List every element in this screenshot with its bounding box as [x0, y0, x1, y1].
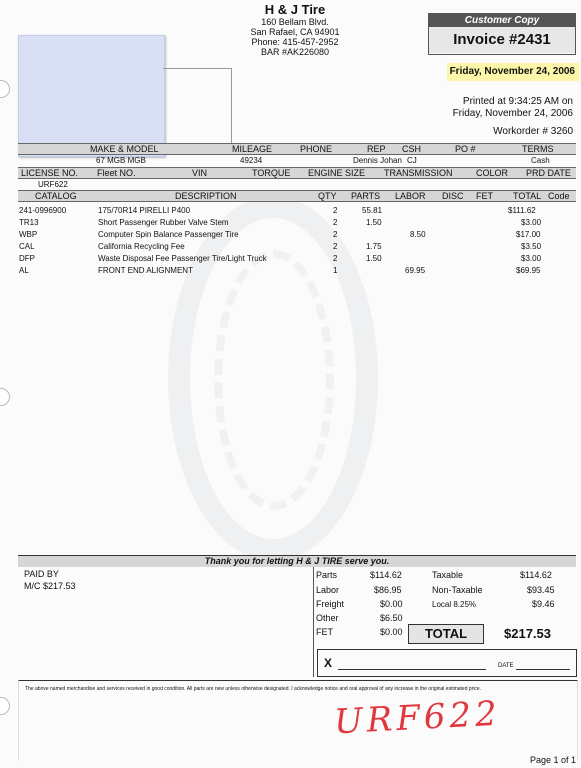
item-catalog: AL [19, 266, 29, 275]
vehicle-csh: CJ [407, 156, 417, 165]
header-labor: LABOR [395, 191, 426, 201]
header-transmission: TRANSMISSION [384, 168, 453, 178]
item-total: $69.95 [516, 266, 541, 275]
taxable-label: Taxable [432, 570, 464, 580]
sticky-note-redaction [18, 35, 165, 157]
labor-label: Labor [316, 585, 340, 595]
header-prd-date: PRD DATE [526, 168, 571, 178]
header-fet: FET [476, 191, 493, 201]
taxable-total: $114.62 [520, 570, 552, 580]
shop-header [215, 2, 375, 57]
header-disc: DISC [442, 191, 464, 201]
invoice-box [428, 13, 576, 55]
binder-hole [0, 697, 10, 715]
item-catalog: DFP [19, 254, 35, 263]
item-description: 175/70R14 PIRELLI P400 [98, 206, 191, 215]
header-torque: TORQUE [252, 168, 291, 178]
parts-total: $114.62 [370, 570, 402, 580]
header-make-model: MAKE & MODEL [90, 144, 159, 154]
labor-total: $86.95 [374, 585, 402, 595]
fet-total: $0.00 [380, 627, 403, 637]
invoice-date: Friday, November 24, 2006 [447, 63, 579, 81]
signature-box[interactable] [317, 649, 577, 677]
shop-bar-number: BAR #AK226080 [260, 47, 330, 57]
nontaxable-total: $93.45 [527, 585, 555, 595]
other-label: Other [316, 613, 339, 623]
item-catalog: CAL [19, 242, 35, 251]
local-tax-total: $9.46 [532, 599, 555, 609]
freight-total: $0.00 [380, 599, 403, 609]
nontaxable-label: Non-Taxable [432, 585, 483, 595]
payment-section [18, 567, 314, 677]
item-catalog: WBP [19, 230, 38, 239]
grand-total: $217.53 [504, 626, 551, 641]
other-total: $6.50 [380, 613, 403, 623]
header-code: Code [548, 191, 570, 201]
header-mileage: MILEAGE [232, 144, 273, 154]
header-csh: CSH [402, 144, 422, 154]
page-number: Page 1 of 1 [530, 755, 577, 765]
item-description: California Recycling Fee [98, 242, 185, 251]
binder-hole [0, 388, 10, 406]
item-labor: 69.95 [405, 266, 426, 275]
customer-copy-label: Customer Copy [429, 14, 575, 27]
item-total: $17.00 [516, 230, 541, 239]
total-label: TOTAL [408, 624, 484, 644]
header-parts: PARTS [351, 191, 381, 201]
table-row [0, 230, 581, 241]
header-vin: VIN [192, 168, 208, 178]
item-parts: 1.75 [366, 242, 382, 251]
handwritten-license-note: URF622 [333, 693, 502, 743]
vehicle-mileage: 49234 [240, 156, 263, 165]
item-total: $111.62 [508, 206, 536, 215]
header-po: PO # [455, 144, 476, 154]
signature-x: X [324, 656, 333, 670]
shop-city: San Rafael, CA 94901 [250, 27, 340, 37]
workorder-number: Workorder # 3260 [493, 126, 573, 137]
binder-hole [0, 80, 10, 98]
item-total: $3.50 [521, 242, 542, 251]
item-total: $3.00 [521, 254, 542, 263]
header-description: DESCRIPTION [175, 191, 237, 201]
vehicle-make-model: 67 MGB MGB [96, 156, 146, 165]
header-color: COLOR [476, 168, 509, 178]
header-catalog: CATALOG [35, 191, 77, 201]
item-description: Waste Disposal Fee Passenger Tire/Light Truck [98, 254, 267, 263]
freight-label: Freight [316, 599, 345, 609]
customer-info-box [163, 68, 232, 148]
legal-text: The above named merchandise and services received in good condition. All parts are new unless otherwise designated. I acknowledge notice and oral approval of any increase in the original estimated price. [25, 686, 482, 692]
fet-label: FET [316, 627, 333, 637]
item-total: $3.00 [521, 218, 542, 227]
item-description: FRONT END ALIGNMENT [98, 266, 193, 275]
table-row [0, 266, 581, 277]
license-number: URF622 [38, 180, 68, 189]
local-tax-label: Local 8.25% [432, 600, 477, 609]
date-line [516, 669, 570, 670]
header-qty: QTY [318, 191, 337, 201]
printed-line-2: Friday, November 24, 2006 [452, 108, 573, 119]
shop-address: 160 Bellam Blvd. [261, 17, 329, 27]
vehicle-rep: Dennis Johan [353, 156, 402, 165]
shop-name: H & J Tire [264, 2, 326, 17]
item-description: Computer Spin Balance Passenger Tire [98, 230, 239, 239]
item-qty: 2 [333, 206, 338, 215]
header-terms: TERMS [522, 144, 554, 154]
printed-line-1: Printed at 9:34:25 AM on [462, 96, 573, 107]
item-description: Short Passenger Rubber Valve Stem [98, 218, 229, 227]
payment-method: M/C $217.53 [24, 581, 76, 591]
header-rep: REP [367, 144, 386, 154]
printed-timestamp [420, 96, 573, 120]
vehicle-terms: Cash [531, 156, 550, 165]
parts-label: Parts [316, 570, 338, 580]
paid-by-label: PAID BY [24, 569, 59, 579]
item-qty: 2 [333, 242, 338, 251]
invoice-number: Invoice #2431 [429, 27, 575, 53]
table-row [0, 242, 581, 253]
tire-tread-watermark [214, 250, 334, 510]
table-row [0, 218, 581, 229]
item-catalog: 241-0996900 [19, 206, 67, 215]
header-total: TOTAL [513, 191, 542, 201]
date-label: DATE [498, 663, 514, 669]
item-parts: 55.81 [362, 206, 383, 215]
table-row [0, 206, 581, 217]
thank-you-banner: Thank you for letting H & J TIRE serve you. [18, 555, 576, 567]
item-qty: 2 [333, 254, 338, 263]
item-qty: 2 [333, 230, 338, 239]
item-parts: 1.50 [366, 218, 382, 227]
signature-line [338, 669, 486, 670]
item-catalog: TR13 [19, 218, 39, 227]
item-qty: 1 [333, 266, 338, 275]
shop-phone: Phone: 415-457-2952 [251, 37, 339, 47]
header-license: LICENSE NO. [21, 168, 79, 178]
header-fleet: Fleet NO. [97, 168, 136, 178]
item-labor: 8.50 [410, 230, 426, 239]
item-qty: 2 [333, 218, 338, 227]
table-row [0, 254, 581, 265]
item-parts: 1.50 [366, 254, 382, 263]
header-phone: PHONE [300, 144, 333, 154]
header-engine-size: ENGINE SIZE [308, 168, 366, 178]
